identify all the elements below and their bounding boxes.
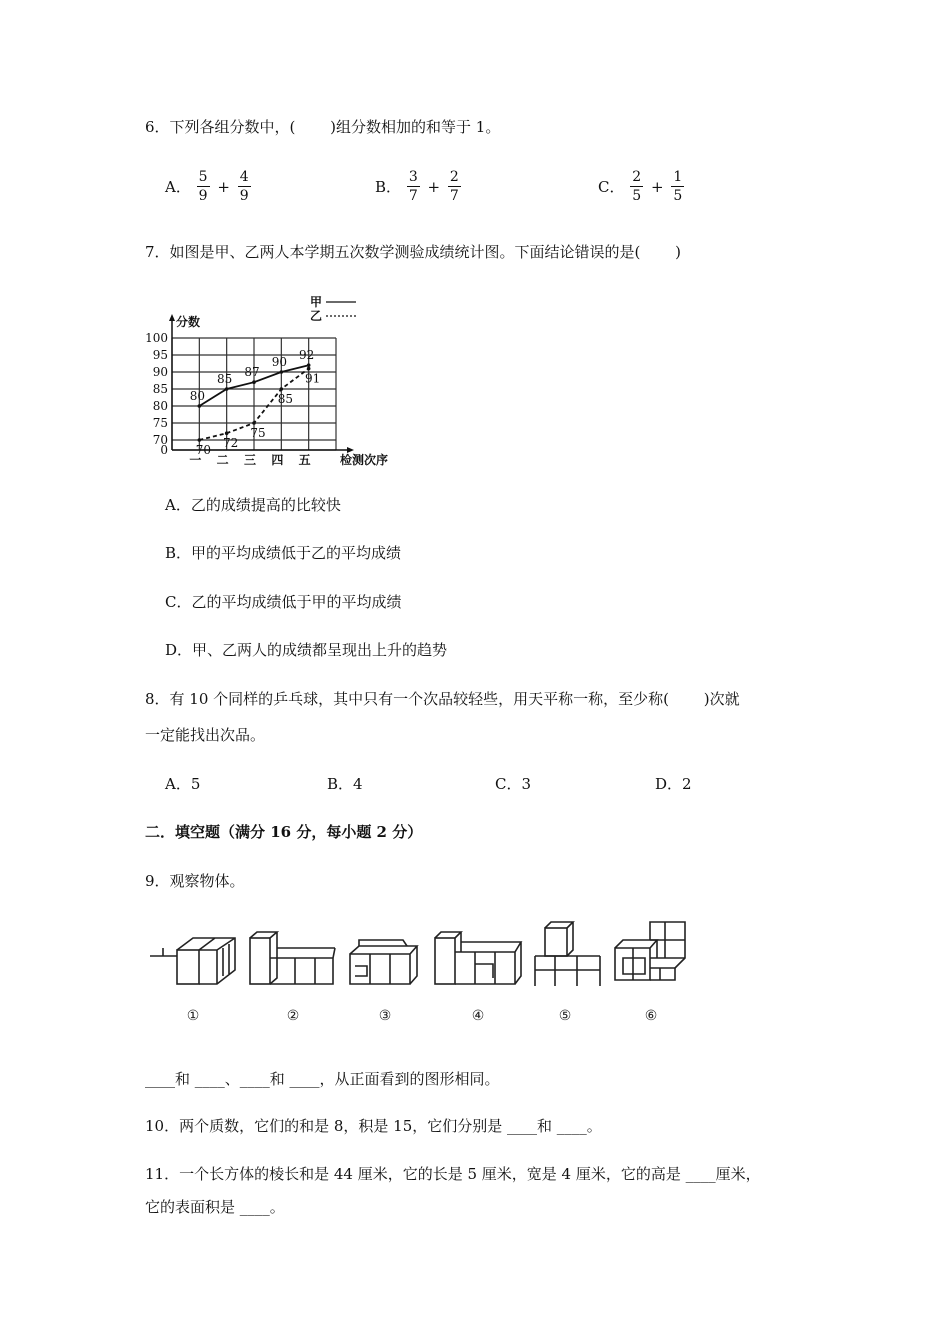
y-tick-label: 70: [152, 433, 168, 447]
y-tick-label: 100: [145, 331, 168, 345]
cube-figure-6: [615, 922, 685, 980]
figure-label-5: ⑤: [558, 1008, 572, 1024]
plus-sign: +: [217, 177, 230, 196]
legend-label: 乙: [310, 309, 323, 323]
data-point: [252, 421, 256, 425]
figure-label-1: ①: [186, 1008, 200, 1024]
fraction: $\frac{1}{5}$: [673, 169, 683, 204]
q9-answer-line[interactable]: ____和 ____、____和 ____，从正面看到的图形相同。: [145, 1070, 500, 1088]
data-label: 80: [189, 389, 205, 403]
fraction: $\frac{2}{5}$: [632, 169, 642, 204]
data-label: 90: [271, 355, 287, 369]
fraction: $\frac{2}{7}$: [449, 169, 459, 204]
data-label: 75: [250, 426, 266, 440]
option-label: B．: [375, 178, 402, 196]
q7-option-d[interactable]: D．甲、乙两人的成绩都呈现出上升的趋势: [165, 641, 448, 659]
y-tick-label: 75: [152, 416, 168, 430]
plus-sign: +: [427, 177, 441, 196]
y-tick-label: 90: [152, 365, 168, 379]
q8-option-a[interactable]: A．5: [165, 775, 201, 793]
data-point: [225, 387, 229, 391]
data-label: 85: [217, 372, 233, 386]
x-tick-label: 五: [298, 453, 311, 467]
data-point: [198, 404, 202, 408]
data-label: 92: [299, 348, 315, 363]
q6-option-b[interactable]: [375, 170, 462, 203]
data-label: 87: [244, 365, 260, 380]
q8-stem-line1: 8．有 10 个同样的乒乓球，其中只有一个次品较轻些，用天平称一称，至少称( )次就: [145, 690, 740, 708]
data-point: [307, 367, 311, 371]
figure-label-4: ④: [471, 1008, 485, 1024]
cube-figure-3: [350, 940, 417, 984]
option-label: C．: [598, 178, 625, 196]
data-label: 85: [277, 392, 293, 406]
q6-option-c[interactable]: [598, 170, 685, 203]
q7-stem: 7．如图是甲、乙两人本学期五次数学测验成绩统计图。下面结论错误的是( ): [145, 243, 682, 261]
fraction: $\frac{4}{9}$: [239, 169, 249, 204]
q8-stem-line2: 一定能找出次品。: [145, 726, 266, 744]
q6-option-a[interactable]: [165, 170, 252, 203]
y-axis-arrow: [169, 314, 175, 321]
figure-label-6: ⑥: [644, 1008, 658, 1024]
fraction: $\frac{5}{9}$: [198, 169, 208, 204]
fraction: $\frac{3}{7}$: [408, 169, 418, 204]
x-tick-label: 二: [216, 453, 229, 467]
y-tick-label: 0: [160, 443, 168, 457]
data-label: 91: [305, 371, 321, 386]
score-line-chart: [140, 290, 400, 470]
data-point: [225, 431, 229, 435]
q6-stem: 6．下列各组分数中，( )组分数相加的和等于 1。: [145, 118, 501, 136]
plus-sign: +: [650, 177, 664, 196]
y-axis-label: 分数: [176, 315, 201, 329]
data-label: 72: [223, 436, 239, 451]
data-point: [280, 370, 284, 374]
y-tick-label: 95: [152, 348, 168, 362]
q8-option-d[interactable]: D．2: [655, 775, 692, 793]
q7-option-c[interactable]: C．乙的平均成绩低于甲的平均成绩: [165, 593, 402, 611]
data-point: [307, 363, 311, 367]
figure-label-2: ②: [286, 1008, 300, 1024]
data-point: [252, 380, 256, 384]
cube-figure-1: [150, 938, 235, 984]
cube-figures: [145, 918, 705, 1028]
q7-option-b[interactable]: B．甲的平均成绩低于乙的平均成绩: [165, 544, 402, 562]
q8-option-b[interactable]: B．4: [327, 775, 363, 793]
cube-figure-5: [535, 922, 600, 986]
x-tick-label: 一: [189, 453, 202, 467]
x-tick-label: 三: [243, 453, 257, 467]
data-point: [280, 387, 284, 391]
q11-line2[interactable]: 它的表面积是 ____。: [145, 1198, 285, 1216]
q7-option-a[interactable]: A．乙的成绩提高的比较快: [165, 496, 341, 514]
cube-figure-4: [435, 932, 521, 984]
figure-label-3: ③: [378, 1008, 392, 1024]
x-axis-label: 检测次序: [340, 453, 389, 467]
data-point: [198, 438, 202, 442]
y-tick-label: 85: [152, 382, 168, 396]
data-label: 70: [195, 443, 211, 457]
x-tick-label: 四: [271, 453, 284, 467]
q9-stem: 9．观察物体。: [145, 872, 245, 890]
q8-option-c[interactable]: C．3: [495, 775, 532, 793]
cube-figure-2: [250, 932, 335, 984]
q10-text[interactable]: 10．两个质数，它们的和是 8，积是 15，它们分别是 ____和 ____。: [145, 1117, 602, 1135]
y-tick-label: 80: [152, 399, 168, 413]
q11-line1[interactable]: 11．一个长方体的棱长和是 44 厘米，它的长是 5 厘米，宽是 4 厘米，它的高是 ____厘米，: [145, 1165, 761, 1183]
legend-label: 甲: [310, 295, 323, 309]
section-title: 二．填空题（满分 16 分，每小题 2 分）: [145, 823, 423, 841]
option-label: A．: [165, 178, 191, 196]
